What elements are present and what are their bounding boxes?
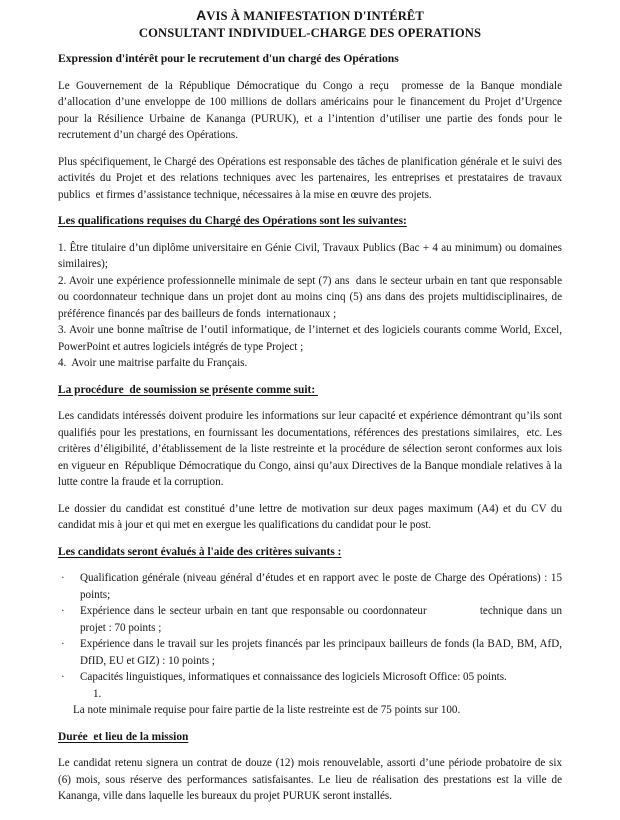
bullet-marker-icon: · xyxy=(61,671,65,683)
criteria-text: Expérience dans le secteur urbain en tant que responsable ou coordonnateur technique dans un projet : 70 points ; xyxy=(80,605,562,634)
criteria-text: Expérience dans le travail sur les projets financés par les principaux bailleurs de fonds (la BAD, BM, AfD, DfID, EU et GIZ) : 10 points ; xyxy=(80,638,562,667)
procedure-paragraph-2: Le dossier du candidat est constitué d’une lettre de motivation sur deux pages maximum (A4) et du CV du candidat mis à jour et qui met en exergue les qualifications du candidat pour le post. xyxy=(58,502,562,531)
qualification-item: 3. Avoir une bonne maîtrise de l’outil informatique, de l’internet et des logiciels courants comme World, Excel, PowerPoint et autres logiciels intégrés de type Project ; xyxy=(58,324,562,353)
qualification-item: 4. Avoir une maitrise parfaite du Français. xyxy=(58,357,248,369)
document-header xyxy=(58,7,562,41)
mission-paragraph: Le candidat retenu signera un contrat de douze (12) mois renouvelable, assorti d’une période probatoire de six (6) mois, sous réserve des performances satisfaisantes. Le lieu de réalisation des prestations est la ville de Kananga, ville dans laquelle les bureaux du projet PURUK seront installés. xyxy=(58,757,562,802)
evaluation-heading: Les candidats seront évalués à l'aide des critères suivants : xyxy=(58,545,342,558)
criteria-item xyxy=(58,603,562,636)
bullet-marker-icon: · xyxy=(61,638,65,650)
procedure-paragraph-1: Les candidats intéressés doivent produire les informations sur leur capacité et expérience démontrant qu’ils sont qualifiés pour les prestations, en fournissant les documentations, références des prestations similaires, etc. Les critères d’éligibilité, d’établissement de la liste restreinte et la procédure de sélection seront conformes aux lois en vigueur en République Démocratique du Congo, ainsi qu’aux Directives de la Banque mondiale relatives à la lutte contre la fraude et la corruption. xyxy=(58,410,562,488)
document-title-line2: CONSULTANT INDIVIDUEL-CHARGE DES OPERATIONS xyxy=(138,25,482,40)
intro-paragraph-1: Le Gouvernement de la République Démocratique du Congo a reçu promesse de la Banque mondiale d’allocation d’une enveloppe de 100 millions de dollars américains pour le financement du Projet d’Urgence pour la Résilience Urbaine de Kananga (PURUK), et a l’intention d’utiliser une partie des fonds pour le recrutement d’un chargé des Opérations. xyxy=(58,79,562,141)
qualification-item: 1. Être titulaire d’un diplôme universitaire en Génie Civil, Travaux Publics (Bac + 4 au minimum) ou domaines similaires); xyxy=(58,241,562,270)
title-rest: VIS À MANIFESTATION D'INTÉRÊT xyxy=(206,9,424,23)
criteria-item xyxy=(58,636,562,669)
criteria-text: Qualification générale (niveau général d’études et en rapport avec le poste de Charge des Opérations) : 15 points; xyxy=(80,572,562,601)
procedure-heading: La procédure de soumission se présente comme suit: xyxy=(58,383,318,396)
document-title xyxy=(58,7,562,25)
evaluation-criteria-list xyxy=(58,570,562,686)
intro-paragraph-2: Plus spécifiquement, le Chargé des Opérations est responsable des tâches de planification générale et le suivi des activités du Projet et des relations techniques avec les partenaires, les entreprises et prestataires de travaux publics et firmes d’assistance technique, nécessaires à la mise en œuvre des projets. xyxy=(58,155,562,201)
criteria-item xyxy=(58,669,562,686)
minimum-score-note: La note minimale requise pour faire partie de la liste restreinte est de 75 points sur 100. xyxy=(73,704,461,716)
criteria-item xyxy=(58,570,562,603)
qualifications-list xyxy=(58,240,562,372)
bullet-marker-icon: · xyxy=(61,572,65,584)
criteria-text: Capacités linguistiques, informatiques et connaissance des logiciels Microsoft Office: 05 points. xyxy=(80,671,507,683)
qualification-item: 2. Avoir une expérience professionnelle minimale de sept (7) ans dans le secteur urbain en tant que responsable ou coordonnateur technique dans un projet dont au moins cinq (5) ans dans des projets multidisciplinaires, de préférence financés par des bailleurs de fonds internationaux ; xyxy=(58,274,562,320)
stray-list-number: 1. xyxy=(93,687,102,700)
qualifications-heading: Les qualifications requises du Chargé des Opérations sont les suivantes: xyxy=(58,215,407,227)
bullet-marker-icon: · xyxy=(61,605,65,617)
title-initial-letter: A xyxy=(196,7,207,23)
expression-subtitle: Expression d'intérêt pour le recrutement d'un chargé des Opérations xyxy=(58,52,399,65)
mission-heading: Durée et lieu de la mission xyxy=(58,730,189,743)
